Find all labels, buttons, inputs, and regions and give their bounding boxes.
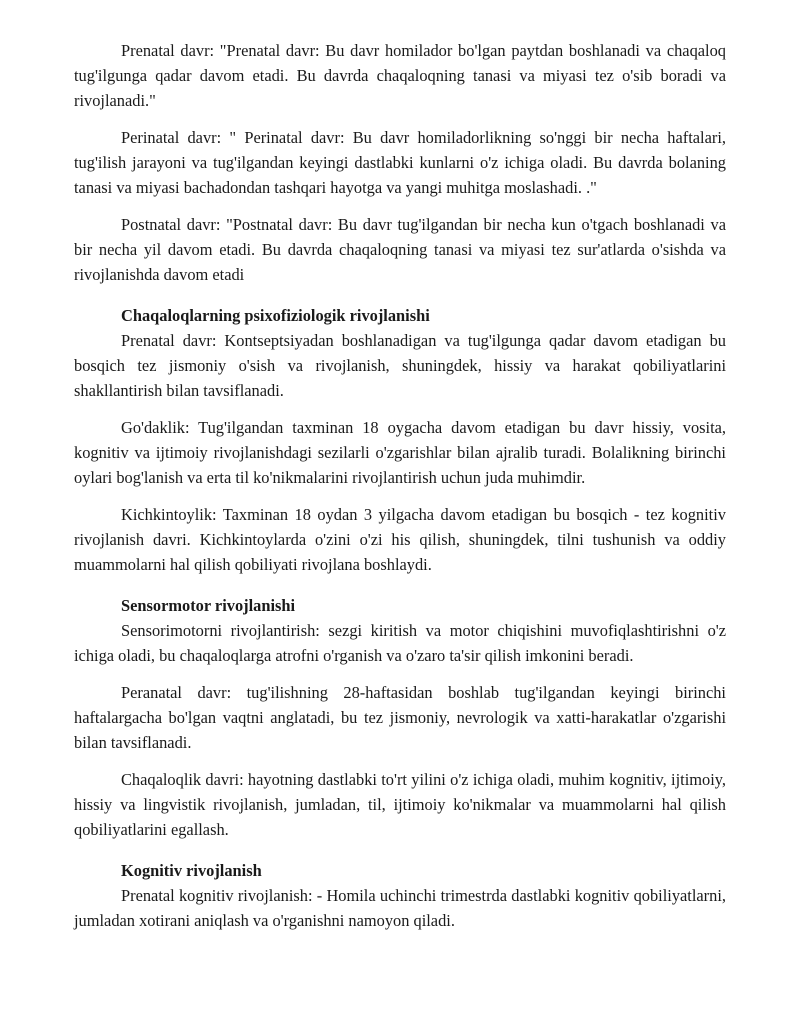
paragraph-perinatal-period: Perinatal davr: " Perinatal davr: Bu davr homiladorlikning so'nggi bir necha haftalari, tug'ilish jarayoni va tug'ilgandan keyingi dastlabki kunlarni o'z ichiga oladi. Bu davrda bolaning tanasi va miyasi bachadondan tashqari hayotga va yangi muhitga moslashadi. ."	[74, 128, 726, 197]
heading-psychophysiological-development: Chaqaloqlarning psixofiziologik rivojlanishi	[121, 306, 430, 325]
paragraph-peranatal-period: Peranatal davr: tug'ilishning 28-haftasidan boshlab tug'ilgandan keyingi birinchi haftalargacha bo'lgan vaqtni anglatadi, bu tez jismoniy, nevrologik va xatti-harakatlar o'zgarishi bilan tavsiflanadi.	[74, 683, 726, 752]
paragraph-prenatal-period: Prenatal davr: "Prenatal davr: Bu davr homilador bo'lgan paytdan boshlanadi va chaqaloq tug'ilgunga qadar davom etadi. Bu davrda chaqaloqning tanasi va miyasi tez o'sib boradi va rivojlanadi."	[74, 41, 726, 110]
paragraph-prenatal-stage: Prenatal davr: Kontseptsiyadan boshlanadigan va tug'ilgunga qadar davom etadigan bu bosqich tez jismoniy o'sish va rivojlanish, shuningdek, hissiy va harakat qobiliyatlarini shakllantirish bilan tavsiflanadi.	[74, 331, 726, 400]
heading-sensorimotor-development: Sensormotor rivojlanishi	[121, 596, 296, 615]
paragraph-postnatal-period: Postnatal davr: "Postnatal davr: Bu davr tug'ilgandan bir necha kun o'tgach boshlanadi va bir necha yil davom etadi. Bu davrda chaqaloqning tanasi va miyasi tez sur'atlarda o'sishda va rivojlanishda davom etadi	[74, 215, 726, 284]
paragraph-sensorimotor: Sensorimotorni rivojlantirish: sezgi kiritish va motor chiqishini muvofiqlashtirishni o'z ichiga oladi, bu chaqaloqlarga atrofni o'rganish va o'zaro ta'sir qilish imkonini beradi.	[74, 621, 726, 665]
paragraph-prenatal-cognitive: Prenatal kognitiv rivojlanish: - Homila uchinchi trimestrda dastlabki kognitiv qobiliyatlarni, jumladan xotirani aniqlash va o'rganishni namoyon qiladi.	[74, 886, 726, 930]
paragraph-toddlerhood: Kichkintoylik: Taxminan 18 oydan 3 yilgacha davom etadigan bu bosqich - tez kognitiv rivojlanish davri. Kichkintoylarda o'zini o'zi his qilish, shuningdek, tilni tushunish va oddiy muammolarni hal qilish qobiliyati rivojlana boshlaydi.	[74, 505, 726, 574]
paragraph-infancy: Go'daklik: Tug'ilgandan taxminan 18 oygacha davom etadigan bu davr hissiy, vosita, kognitiv va ijtimoiy rivojlanishdagi sezilarli o'zgarishlar bilan ajralib turadi. Bolalikning birinchi oylari bog'lanish va erta til ko'nikmalarini rivojlantirish uchun juda muhimdir.	[74, 418, 726, 487]
paragraph-babyhood-period: Chaqaloqlik davri: hayotning dastlabki to'rt yilini o'z ichiga oladi, muhim kognitiv, ijtimoiy, hissiy va lingvistik rivojlanish, jumladan, til, ijtimoiy ko'nikmalar va muammolarni hal qilish qobiliyatlarini egallash.	[74, 770, 726, 839]
heading-cognitive-development: Kognitiv rivojlanish	[121, 861, 262, 880]
